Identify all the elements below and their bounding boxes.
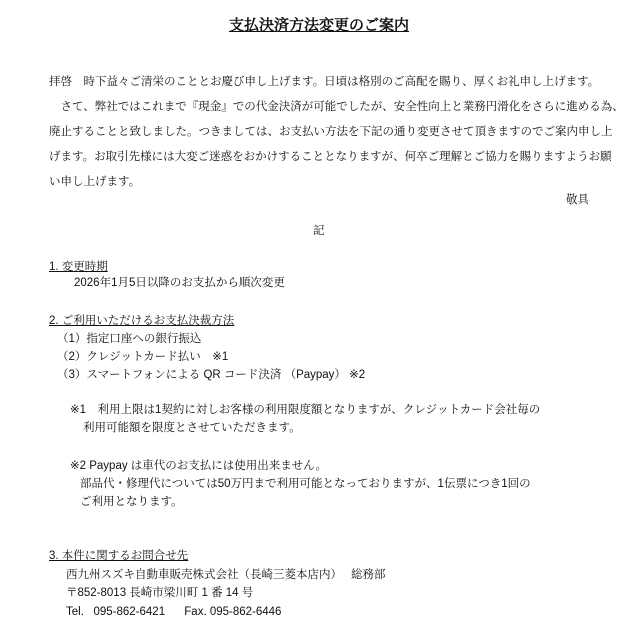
note1-line: ※1 利用上限は1契約に対しお客様の利用限度額となりますが、クレジットカード会社毎の (70, 404, 541, 416)
closing: 敬具 (566, 194, 589, 206)
section3-heading: 3. 本件に関するお問合せ先 (49, 550, 189, 562)
greeting-line: 廃止することと致しました。つきましては、お支払い方法を下記の通り変更させて頂きますのでご案内申し上 (49, 126, 613, 138)
ki-heading: 記 (313, 225, 325, 237)
payment-item: （3）スマートフォンによる QR コード決済 （Paypay） ※2 (57, 369, 366, 381)
note2-line: ※2 Paypay は車代のお支払には使用出来ません。 (70, 460, 327, 472)
contact-phone: Tel. 095-862-6421 Fax. 095-862-6446 (66, 606, 282, 618)
payment-item: （2）クレジットカード払い ※1 (57, 351, 229, 363)
greeting-line: い申し上げます。 (49, 176, 141, 188)
note2-line: ご利用となります。 (80, 496, 183, 508)
contact-address: 〒852-8013 長崎市梁川町 1 番 14 号 (66, 587, 254, 599)
greeting-line: さて、弊社ではこれまで『現金』での代金決済が可能でしたが、安全性向上と業務円滑化をさらに進める為、 (49, 101, 624, 113)
document-title (0, 14, 638, 35)
greeting-line: 拝啓 時下益々ご清栄のこととお慶び申し上げます。日頃は格別のご高配を賜り、厚くお礼申し上げます。 (49, 76, 600, 88)
greeting-line: げます。お取引先様には大変ご迷惑をおかけすることとなりますが、何卒ご理解とご協力を賜りますようお願 (49, 151, 612, 163)
section2-heading: 2. ご利用いただけるお支払決裁方法 (49, 315, 235, 327)
contact-company: 西九州スズキ自動車販売株式会社（長崎三菱本店内） 総務部 (66, 569, 386, 581)
note2-line: 部品代・修理代については50万円まで利用可能となっておりますが、1伝票につき1回の (80, 478, 531, 490)
section1-text: 2026年1月5日以降のお支払から順次変更 (74, 277, 285, 289)
section1-heading: 1. 変更時期 (49, 261, 108, 273)
note1-line: 利用可能額を限度とさせていただきます。 (83, 422, 301, 434)
payment-item: （1）指定口座への銀行振込 (57, 333, 202, 345)
title-text: 支払決済方法変更のご案内 (228, 17, 409, 34)
